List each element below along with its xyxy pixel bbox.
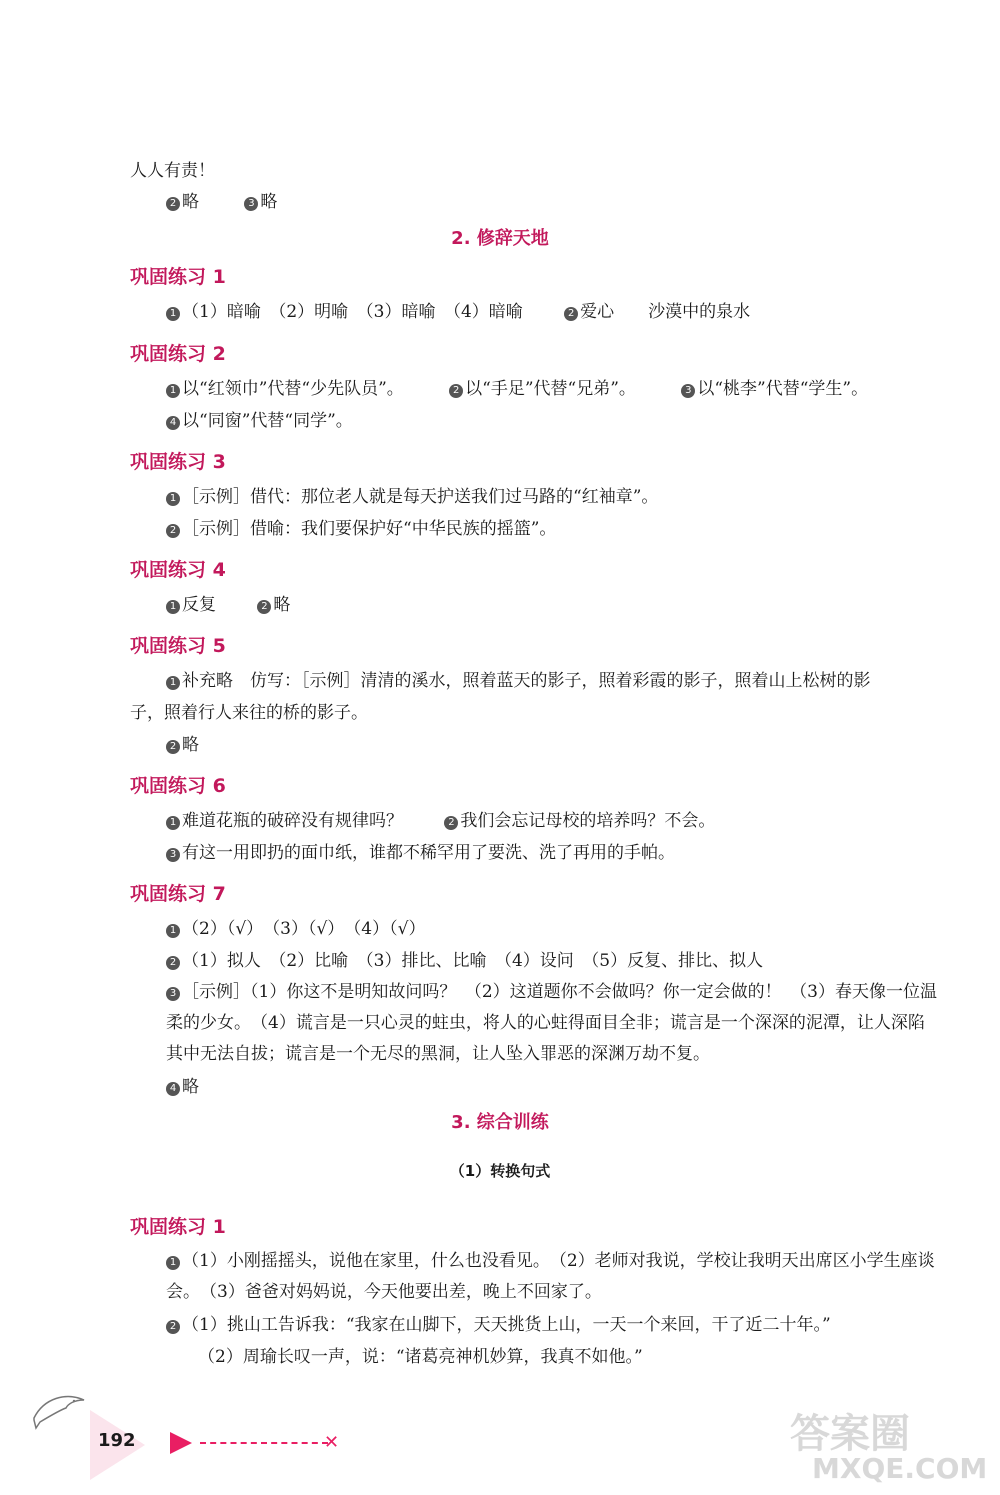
number-badge-2: 2 — [564, 307, 578, 321]
number-badge-3: 3 — [681, 384, 695, 398]
text-line: 2 ［示例］借喻：我们要保护好“中华民族的摇篮”。 — [166, 518, 556, 540]
number-badge-1: 1 — [166, 492, 180, 506]
number-badge-2: 2 — [166, 740, 180, 754]
watermark-logo: 答案圈 — [790, 1411, 910, 1457]
exercise-heading: 巩固练习 1 — [130, 1216, 226, 1238]
page-number: 192 — [98, 1430, 136, 1451]
number-badge-2: 2 — [166, 1320, 180, 1334]
text-line: 1 补充略 仿写：［示例］清清的溪水，照着蓝天的影子，照着彩霞的影子，照着山上松树的影 — [166, 670, 871, 692]
subsection-heading: （1）转换句式 — [449, 1162, 551, 1180]
number-badge-1: 1 — [166, 1256, 180, 1270]
text-line: 1 以“红领巾”代替“少先队员”。 2 以“手足”代替“兄弟”。 3 以“桃李”代替“学生”。 — [166, 378, 868, 400]
text-line: 2 略 3 略 — [166, 191, 277, 213]
number-badge-2: 2 — [444, 816, 458, 830]
number-badge-1: 1 — [166, 676, 180, 690]
text-line: 1 （2）（√） （3）（√） （4）（√） — [166, 918, 425, 940]
scissors-icon: ✕ — [324, 1432, 340, 1453]
exercise-heading: 巩固练习 2 — [130, 343, 226, 365]
exercise-heading: 巩固练习 4 — [130, 559, 226, 581]
number-badge-4: 4 — [166, 416, 180, 430]
number-badge-3: 3 — [166, 848, 180, 862]
exercise-heading: 巩固练习 1 — [130, 266, 226, 288]
number-badge-3: 3 — [166, 987, 180, 1001]
text-line: （2）周瑜长叹一声，说：“诸葛亮神机妙算，我真不如他。” — [198, 1347, 643, 1367]
text-line: 子，照着行人来往的桥的影子。 — [130, 703, 368, 723]
text-line: 2 （1）拟人 （2）比喻 （3）排比、比喻 （4）设问 （5）反复、排比、拟人 — [166, 950, 763, 972]
number-badge-3: 3 — [244, 197, 258, 211]
number-badge-2: 2 — [166, 197, 180, 211]
watermark-url: MXQE.COM — [812, 1452, 988, 1485]
exercise-heading: 巩固练习 3 — [130, 451, 226, 473]
text-line: 2 略 — [166, 734, 199, 756]
number-badge-2: 2 — [257, 600, 271, 614]
text-line: 2 （1）挑山工告诉我：“我家在山脚下，天天挑货上山，一天一个来回，干了近二十年。” — [166, 1314, 831, 1336]
paragraph: 1 （1）小刚摇摇头，说他在家里，什么也没看见。 （2）老师对我说，学校让我明天出席区小学生座谈会。 （3）爸爸对妈妈说，今天他要出差，晚上不回家了。 — [166, 1251, 935, 1302]
number-badge-2: 2 — [166, 524, 180, 538]
text-line: 人人有责！ — [130, 161, 215, 181]
exercise-heading: 巩固练习 5 — [130, 635, 226, 657]
number-badge-2: 2 — [449, 384, 463, 398]
number-badge-4: 4 — [166, 1082, 180, 1096]
footer-dashed-line — [200, 1442, 328, 1444]
text-line: 1 （1）暗喻 （2）明喻 （3）暗喻 （4）暗喻 2 爱心 沙漠中的泉水 — [166, 301, 750, 323]
paragraph: 3 ［示例］（1）你这不是明知故问吗？ （2）这道题你不会做吗？你一定会做的！ （3）春天像一位温柔的少女。 （4）谎言是一只心灵的蛀虫，将人的心蛀得面目全非；谎言是一个深深的泥潭，让人深陷其中无法自拔；谎言是一个无尽的黑洞，让人坠入罪恶的深渊万劫不复。 — [166, 982, 937, 1064]
text-line: 3 有这一用即扔的面巾纸，谁都不稀罕用了要洗、洗了再用的手帕。 — [166, 842, 675, 864]
number-badge-2: 2 — [166, 956, 180, 970]
text-line: 1 难道花瓶的破碎没有规律吗？ 2 我们会忘记母校的培养吗？不会。 — [166, 810, 715, 832]
number-badge-1: 1 — [166, 924, 180, 938]
exercise-heading: 巩固练习 6 — [130, 775, 226, 797]
number-badge-1: 1 — [166, 384, 180, 398]
text-line: 4 略 — [166, 1076, 199, 1098]
footer-arrow-icon — [170, 1432, 192, 1454]
number-badge-1: 1 — [166, 307, 180, 321]
text-line: 1 反复 2 略 — [166, 594, 290, 616]
dolphin-icon — [30, 1388, 90, 1430]
section-heading: 3. 综合训练 — [451, 1112, 549, 1133]
number-badge-1: 1 — [166, 600, 180, 614]
number-badge-1: 1 — [166, 816, 180, 830]
section-heading: 2. 修辞天地 — [451, 228, 549, 249]
exercise-heading: 巩固练习 7 — [130, 883, 226, 905]
text-line: 1 ［示例］借代：那位老人就是每天护送我们过马路的“红袖章”。 — [166, 486, 658, 508]
text-line: 4 以“同窗”代替“同学”。 — [166, 410, 353, 432]
